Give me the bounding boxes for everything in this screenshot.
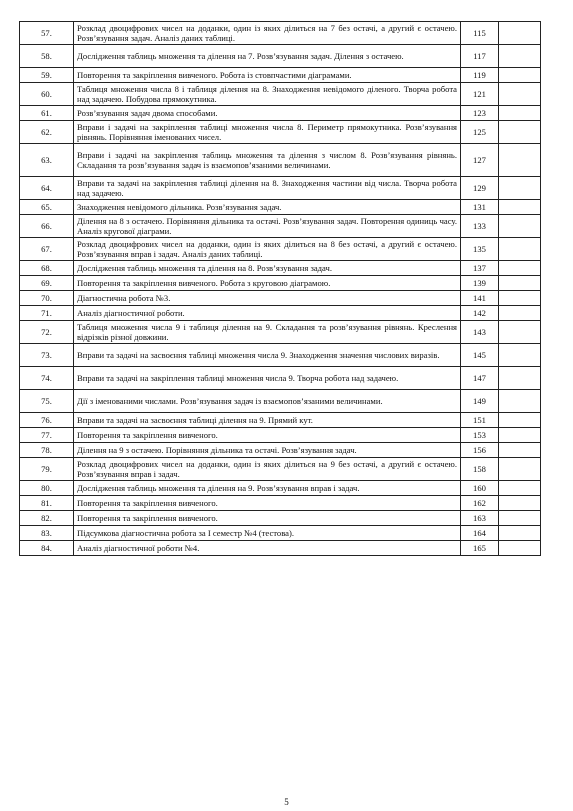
lesson-topic: Вправи та задачі на закріплення таблиці множення числа 9. Творча робота над задачею.: [74, 367, 461, 390]
lesson-topic: Розв’язування задач двома способами.: [74, 106, 461, 121]
lesson-number: 64.: [20, 177, 74, 200]
lesson-topic: Таблиця множення числа 8 і таблиця ділення на 8. Знаходження невідомого діленого. Творча робота над задачею. Побудова прямокутника.: [74, 83, 461, 106]
empty-cell: [499, 177, 541, 200]
lesson-number: 60.: [20, 83, 74, 106]
lesson-number: 62.: [20, 121, 74, 144]
table-row: [20, 238, 541, 261]
empty-cell: [499, 496, 541, 511]
lesson-number: 69.: [20, 276, 74, 291]
lesson-page: 162: [461, 496, 499, 511]
lesson-topic: Знаходження невідомого дільника. Розв’язування задач.: [74, 200, 461, 215]
lesson-number: 63.: [20, 144, 74, 177]
table-row: [20, 458, 541, 481]
lesson-topic: Розклад двоцифрових чисел на доданки, один із яких ділиться на 8 без остачі, а другий є остачею. Розв’язування вправ і задач. Аналіз даних таблиці.: [74, 238, 461, 261]
empty-cell: [499, 541, 541, 556]
lesson-page: 147: [461, 367, 499, 390]
lesson-number: 61.: [20, 106, 74, 121]
lesson-page: 156: [461, 443, 499, 458]
lesson-topic: Дослідження таблиць множення та ділення на 9. Розв’язування вправ і задач.: [74, 481, 461, 496]
lesson-topic: Дії з іменованими числами. Розв’язування задач із взаємопов’язаними величинами.: [74, 390, 461, 413]
lesson-topic: Таблиця множення числа 9 і таблиця ділення на 9. Складання та розв’язування рівнянь. Креслення відрізків різної довжини.: [74, 321, 461, 344]
empty-cell: [499, 45, 541, 68]
table-row: [20, 526, 541, 541]
lesson-page: 142: [461, 306, 499, 321]
lesson-number: 59.: [20, 68, 74, 83]
empty-cell: [499, 68, 541, 83]
lesson-number: 74.: [20, 367, 74, 390]
table-row: [20, 291, 541, 306]
lesson-number: 65.: [20, 200, 74, 215]
lesson-topic: Повторення та закріплення вивченого. Робота із стовпчастими діаграмами.: [74, 68, 461, 83]
lesson-page: 123: [461, 106, 499, 121]
table-row: [20, 390, 541, 413]
lesson-number: 57.: [20, 22, 74, 45]
lesson-topic: Вправи і задачі на закріплення таблиць множення та ділення з числом 8. Розв’язування рівнянь. Складання та розв’язування задач із взаємопов’язаними величинами.: [74, 144, 461, 177]
empty-cell: [499, 390, 541, 413]
lesson-topic: Дослідження таблиць множення та ділення на 8. Розв’язування задач.: [74, 261, 461, 276]
empty-cell: [499, 367, 541, 390]
empty-cell: [499, 291, 541, 306]
lesson-topic: Вправи та задачі на закріплення таблиці ділення на 8. Знаходження частини від числа. Творча робота над задачею.: [74, 177, 461, 200]
lesson-number: 67.: [20, 238, 74, 261]
table-row: [20, 106, 541, 121]
table-row: [20, 511, 541, 526]
empty-cell: [499, 344, 541, 367]
lesson-number: 77.: [20, 428, 74, 443]
lesson-page: 160: [461, 481, 499, 496]
lesson-page: 141: [461, 291, 499, 306]
empty-cell: [499, 511, 541, 526]
lesson-topic: Аналіз діагностичної роботи №4.: [74, 541, 461, 556]
lesson-topic: Вправи та задачі на засвоєння таблиці ділення на 9. Прямий кут.: [74, 413, 461, 428]
lesson-page: 151: [461, 413, 499, 428]
lesson-number: 66.: [20, 215, 74, 238]
lesson-page: 115: [461, 22, 499, 45]
empty-cell: [499, 121, 541, 144]
lesson-page: 149: [461, 390, 499, 413]
lesson-number: 82.: [20, 511, 74, 526]
table-row: [20, 68, 541, 83]
lesson-page: 158: [461, 458, 499, 481]
table-row: [20, 22, 541, 45]
empty-cell: [499, 276, 541, 291]
empty-cell: [499, 481, 541, 496]
lesson-number: 84.: [20, 541, 74, 556]
lesson-topic: Розклад двоцифрових чисел на доданки, один із яких ділиться на 7 без остачі, а другий є остачею. Розв’язування задач. Аналіз даних таблиці.: [74, 22, 461, 45]
empty-cell: [499, 443, 541, 458]
table-row: [20, 496, 541, 511]
lesson-topic: Ділення на 9 з остачею. Порівняння дільника та остачі. Розв’язування задач.: [74, 443, 461, 458]
lesson-topic: Ділення на 8 з остачею. Порівняння дільника та остачі. Розв’язування задач. Повторення одиниць часу. Аналіз кругової діаграми.: [74, 215, 461, 238]
empty-cell: [499, 458, 541, 481]
lesson-topic: Підсумкова діагностична робота за І семестр №4 (тестова).: [74, 526, 461, 541]
empty-cell: [499, 200, 541, 215]
table-row: [20, 344, 541, 367]
table-row: [20, 83, 541, 106]
table-row: [20, 481, 541, 496]
table-row: [20, 443, 541, 458]
lesson-plan-body: [20, 22, 541, 556]
empty-cell: [499, 215, 541, 238]
lesson-topic: Повторення та закріплення вивченого.: [74, 428, 461, 443]
lesson-plan-table: [19, 21, 541, 556]
empty-cell: [499, 83, 541, 106]
empty-cell: [499, 306, 541, 321]
lesson-number: 76.: [20, 413, 74, 428]
lesson-topic: Розклад двоцифрових чисел на доданки, один із яких ділиться на 9 без остачі, а другий є остачею. Розв’язування вправ і задач.: [74, 458, 461, 481]
table-row: [20, 261, 541, 276]
lesson-number: 58.: [20, 45, 74, 68]
table-row: [20, 200, 541, 215]
empty-cell: [499, 106, 541, 121]
empty-cell: [499, 22, 541, 45]
table-row: [20, 321, 541, 344]
lesson-page: 117: [461, 45, 499, 68]
table-row: [20, 121, 541, 144]
lesson-number: 72.: [20, 321, 74, 344]
lesson-page: 133: [461, 215, 499, 238]
lesson-topic: Діагностична робота №3.: [74, 291, 461, 306]
lesson-number: 70.: [20, 291, 74, 306]
lesson-page: 121: [461, 83, 499, 106]
empty-cell: [499, 526, 541, 541]
empty-cell: [499, 261, 541, 276]
table-row: [20, 276, 541, 291]
lesson-topic: Повторення та закріплення вивченого.: [74, 511, 461, 526]
lesson-number: 83.: [20, 526, 74, 541]
empty-cell: [499, 238, 541, 261]
lesson-page: 129: [461, 177, 499, 200]
table-row: [20, 215, 541, 238]
lesson-topic: Дослідження таблиць множення та ділення на 7. Розв’язування задач. Ділення з остачею.: [74, 45, 461, 68]
lesson-page: 163: [461, 511, 499, 526]
lesson-number: 81.: [20, 496, 74, 511]
empty-cell: [499, 321, 541, 344]
lesson-page: 153: [461, 428, 499, 443]
empty-cell: [499, 428, 541, 443]
lesson-number: 78.: [20, 443, 74, 458]
lesson-page: 135: [461, 238, 499, 261]
lesson-topic: Повторення та закріплення вивченого. Робота з круговою діаграмою.: [74, 276, 461, 291]
lesson-page: 119: [461, 68, 499, 83]
lesson-topic: Повторення та закріплення вивченого.: [74, 496, 461, 511]
lesson-page: 165: [461, 541, 499, 556]
lesson-number: 71.: [20, 306, 74, 321]
lesson-number: 68.: [20, 261, 74, 276]
lesson-topic: Вправи і задачі на закріплення таблиці множення числа 8. Периметр прямокутника. Розв’язування рівнянь. Порівняння іменованих чисел.: [74, 121, 461, 144]
lesson-number: 73.: [20, 344, 74, 367]
table-row: [20, 306, 541, 321]
lesson-number: 80.: [20, 481, 74, 496]
table-row: [20, 177, 541, 200]
lesson-topic: Вправи та задачі на засвоєння таблиці множення числа 9. Знаходження значення числових виразів.: [74, 344, 461, 367]
empty-cell: [499, 413, 541, 428]
lesson-page: 127: [461, 144, 499, 177]
lesson-page: 143: [461, 321, 499, 344]
empty-cell: [499, 144, 541, 177]
lesson-topic: Аналіз діагностичної роботи.: [74, 306, 461, 321]
lesson-page: 139: [461, 276, 499, 291]
lesson-page: 145: [461, 344, 499, 367]
lesson-number: 79.: [20, 458, 74, 481]
lesson-page: 137: [461, 261, 499, 276]
table-row: [20, 541, 541, 556]
table-row: [20, 144, 541, 177]
lesson-page: 164: [461, 526, 499, 541]
table-row: [20, 367, 541, 390]
lesson-page: 125: [461, 121, 499, 144]
page-number: 5: [284, 797, 289, 807]
table-row: [20, 45, 541, 68]
table-row: [20, 428, 541, 443]
lesson-number: 75.: [20, 390, 74, 413]
lesson-page: 131: [461, 200, 499, 215]
table-row: [20, 413, 541, 428]
